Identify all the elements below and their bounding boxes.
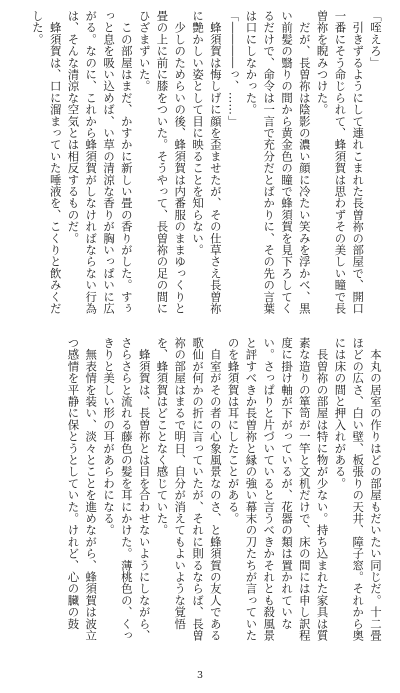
paragraph: 「咥えろ」 xyxy=(369,10,383,69)
paragraph: だが、長曽祢は陰影の濃い顔に冷たい笑みを浮かべ、黒い前髪の翳りの間から黄金色の瞳で蜂須賀を見下ろしてくるだけで、命令は一言で充分だとばかりに、その先の言葉は口にしなかった。 xyxy=(244,10,312,315)
paragraph: 無表情を装い、淡々とことを進めながら、蜂須賀は波立つ感情を平静に保とうとしていた。けれど、心の臓の鼓 xyxy=(66,337,99,642)
text-block-lower xyxy=(16,337,384,647)
paragraph: 引きずるようにして連れこまれた長曽祢の部屋で、開口一番にそう命じられて、蜂須賀は思わずその美しい瞳で長曽祢を睨みつけた。 xyxy=(315,10,366,315)
paragraph: 蜂須賀は、長曽祢とは目を合わせないようにしながら、さらさらと流れる藤色の髪を耳にかけた。薄桃色の、くっきりと美しい形の耳があらわになる。 xyxy=(102,337,152,642)
page-number: 3 xyxy=(196,670,204,681)
paragraph: 長曽祢の部屋は特に物が少ない。持ち込まれた家具は質素な造りの箪笥が一竿と文机だけで、床の間には申し訳程度に掛け軸が下がっているが、花器の類は置かれていない。さっぱりと片づいていると言うべきかそれとも殺風景と評すべきか長曽祢と縁の強い幕末の刀たちが言っていたのを蜂須賀は耳にしたことがある。 xyxy=(226,337,330,642)
paragraph: 「――――っ、……」 xyxy=(226,10,241,127)
paragraph: この部屋はまだ、かすかに新しい畳の香りがした。すぅっと息を吸い込めば、い草の清涼な香りが胸いっぱいに広がる。なのに、これから蜂須賀がしなければならない行為は、そんな清涼な空気とは相反するものだ。 xyxy=(66,10,134,315)
paragraph: 蜂須賀は悔しげに顔を歪ませたが、その仕草さえ長曽祢に艶かしい姿として目に映ることを知らない。 xyxy=(191,10,223,315)
text-block-upper xyxy=(16,10,384,322)
paragraph: 少しのためらいの後、蜂須賀は内番服のままゆっくりと畳の上に前に膝をついた。そうやって、長曽祢の足の間にひざまずいた。 xyxy=(137,10,188,315)
paragraph: 自室がその者の心象風景なのさ、と蜂須賀の友人である歌仙が何かの折に言っていたが、それに則るならば、長曽祢の部屋はまるで明日、自分が消えてもよいような覚悟を、蜂須賀はどことなく感じていた。 xyxy=(155,337,223,642)
paragraph: 本丸の居室の作りはどの部屋もだいたい同じだ。十二畳ほどの広さ、白い壁、板張りの天井、障子窓。それから奥には床の間と押入れがある。 xyxy=(333,337,383,642)
paragraph: 蜂須賀は、口に溜まっていた唾液を、こくりと飲みくだした。 xyxy=(30,10,63,315)
